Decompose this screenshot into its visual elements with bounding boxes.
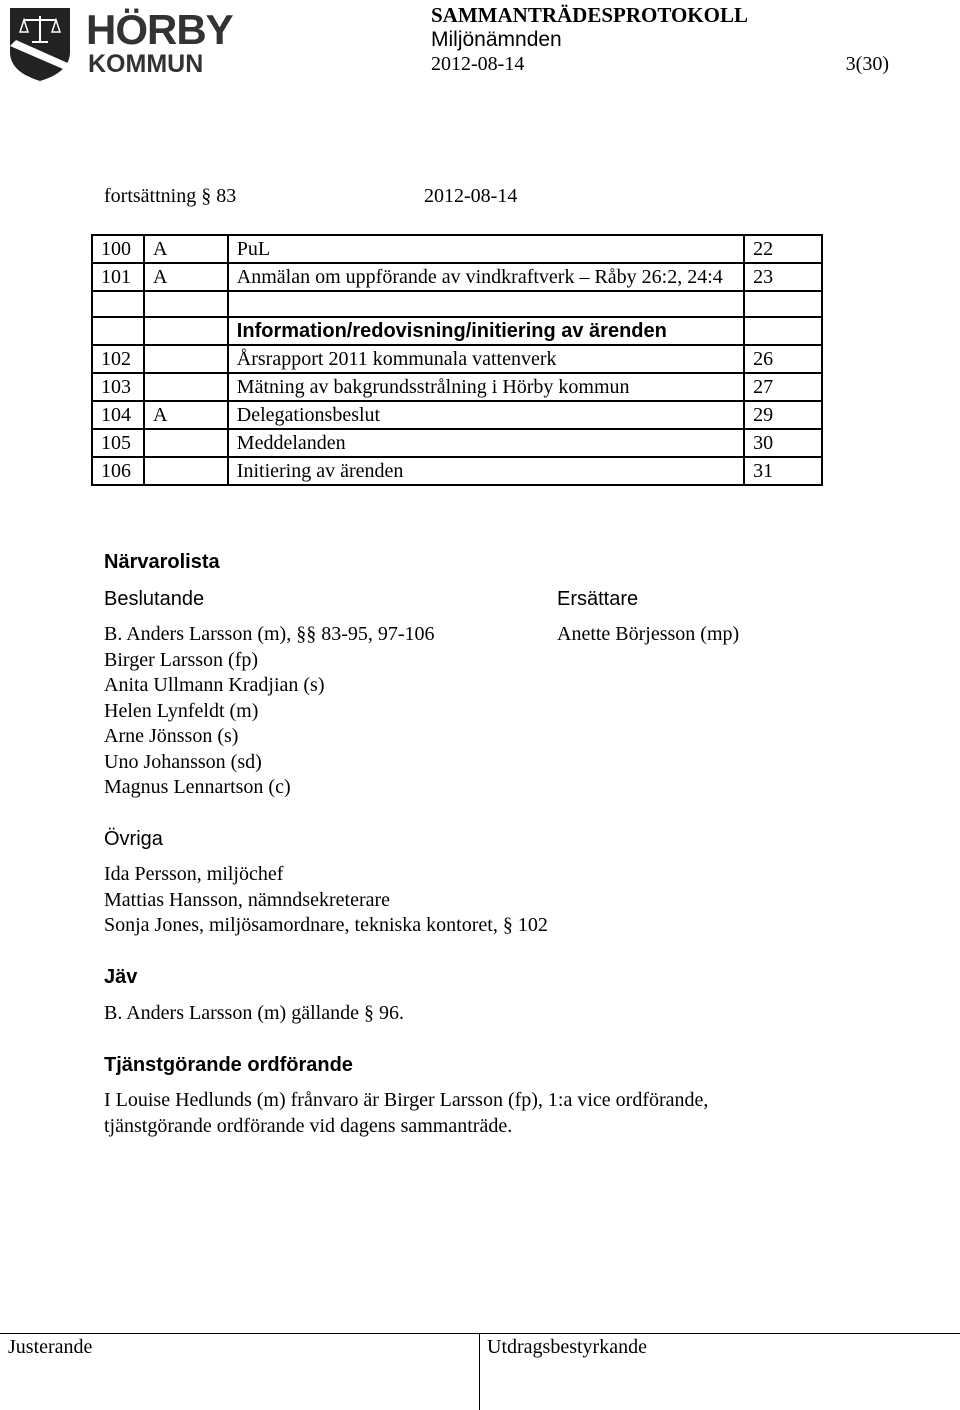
item-number: 100 bbox=[92, 235, 144, 263]
list-item: Helen Lynfeldt (m) bbox=[104, 699, 259, 722]
table-row bbox=[92, 457, 822, 485]
item-page: 29 bbox=[744, 401, 822, 429]
continuation-label: fortsättning § 83 bbox=[104, 185, 237, 207]
item-flag bbox=[144, 317, 228, 345]
item-number: 103 bbox=[92, 373, 144, 401]
logo-text-kommun: KOMMUN bbox=[88, 50, 204, 78]
municipality-logo bbox=[8, 6, 233, 82]
page-number: 3(30) bbox=[845, 53, 889, 75]
agenda-table bbox=[91, 234, 823, 486]
decision-makers-label: Beslutande bbox=[104, 588, 205, 610]
list-item: Uno Johansson (sd) bbox=[104, 750, 262, 773]
item-number bbox=[92, 317, 144, 345]
header-date: 2012-08-14 bbox=[431, 53, 525, 75]
item-title bbox=[228, 291, 744, 317]
coat-of-arms-icon bbox=[8, 6, 72, 82]
acting-chair-line1: I Louise Hedlunds (m) frånvaro är Birger Larsson (fp), 1:a vice ordförande, bbox=[104, 1089, 709, 1111]
substitutes-list bbox=[557, 622, 739, 648]
item-flag bbox=[144, 429, 228, 457]
item-title: Meddelanden bbox=[228, 429, 744, 457]
item-title: Delegationsbeslut bbox=[228, 401, 744, 429]
table-row bbox=[92, 263, 822, 291]
footer-divider bbox=[479, 1333, 480, 1410]
item-title: Mätning av bakgrundsstrålning i Hörby kommun bbox=[228, 373, 744, 401]
item-number bbox=[92, 291, 144, 317]
list-item: Birger Larsson (fp) bbox=[104, 648, 259, 671]
item-number: 102 bbox=[92, 345, 144, 373]
item-flag: A bbox=[144, 401, 228, 429]
item-number: 104 bbox=[92, 401, 144, 429]
list-item: Mattias Hansson, nämndsekreterare bbox=[104, 888, 391, 911]
committee-name: Miljönämnden bbox=[431, 28, 562, 51]
item-page: 30 bbox=[744, 429, 822, 457]
item-title: Initiering av ärenden bbox=[228, 457, 744, 485]
table-row bbox=[92, 317, 822, 345]
table-row bbox=[92, 345, 822, 373]
section-heading: Information/redovisning/initiering av ärenden bbox=[228, 317, 744, 345]
conflict-text: B. Anders Larsson (m) gällande § 96. bbox=[104, 1002, 404, 1024]
document-title: SAMMANTRÄDESPROTOKOLL bbox=[431, 3, 748, 27]
list-item: Ida Persson, miljöchef bbox=[104, 863, 284, 885]
footer-rule bbox=[0, 1333, 960, 1334]
others-list bbox=[104, 862, 548, 939]
item-flag bbox=[144, 457, 228, 485]
item-page bbox=[744, 317, 822, 345]
item-flag bbox=[144, 291, 228, 317]
attendance-heading: Närvarolista bbox=[104, 551, 220, 573]
item-flag: A bbox=[144, 235, 228, 263]
list-item: Sonja Jones, miljösamordnare, tekniska kontoret, § 102 bbox=[104, 914, 548, 936]
item-number: 106 bbox=[92, 457, 144, 485]
item-title: Årsrapport 2011 kommunala vattenverk bbox=[228, 345, 744, 373]
others-heading: Övriga bbox=[104, 828, 163, 850]
list-item: Arne Jönsson (s) bbox=[104, 725, 239, 747]
logo-text-horby: HÖRBY bbox=[86, 6, 233, 53]
item-page: 23 bbox=[744, 263, 822, 291]
item-number: 105 bbox=[92, 429, 144, 457]
item-number: 101 bbox=[92, 263, 144, 291]
item-flag: A bbox=[144, 263, 228, 291]
table-row bbox=[92, 291, 822, 317]
acting-chair-line2: tjänstgörande ordförande vid dagens sammanträde. bbox=[104, 1115, 513, 1137]
adjuster-label: Justerande bbox=[8, 1336, 93, 1358]
item-title: PuL bbox=[228, 235, 744, 263]
extract-certification-label: Utdragsbestyrkande bbox=[487, 1336, 647, 1358]
continuation-date: 2012-08-14 bbox=[424, 185, 518, 207]
list-item: Magnus Lennartson (c) bbox=[104, 776, 291, 798]
substitutes-label: Ersättare bbox=[557, 588, 639, 610]
list-item: Anita Ullmann Kradjian (s) bbox=[104, 674, 325, 696]
acting-chair-heading: Tjänstgörande ordförande bbox=[104, 1054, 353, 1076]
item-page: 31 bbox=[744, 457, 822, 485]
table-row bbox=[92, 401, 822, 429]
item-title: Anmälan om uppförande av vindkraftverk – Råby 26:2, 24:4 bbox=[228, 263, 744, 291]
table-row bbox=[92, 373, 822, 401]
table-row bbox=[92, 429, 822, 457]
list-item: Anette Börjesson (mp) bbox=[557, 623, 740, 645]
list-item: B. Anders Larsson (m), §§ 83-95, 97-106 bbox=[104, 623, 435, 645]
conflict-heading: Jäv bbox=[104, 966, 138, 988]
item-flag bbox=[144, 373, 228, 401]
item-page bbox=[744, 291, 822, 317]
decision-members-list bbox=[104, 622, 435, 801]
item-flag bbox=[144, 345, 228, 373]
table-row bbox=[92, 235, 822, 263]
item-page: 27 bbox=[744, 373, 822, 401]
item-page: 26 bbox=[744, 345, 822, 373]
item-page: 22 bbox=[744, 235, 822, 263]
